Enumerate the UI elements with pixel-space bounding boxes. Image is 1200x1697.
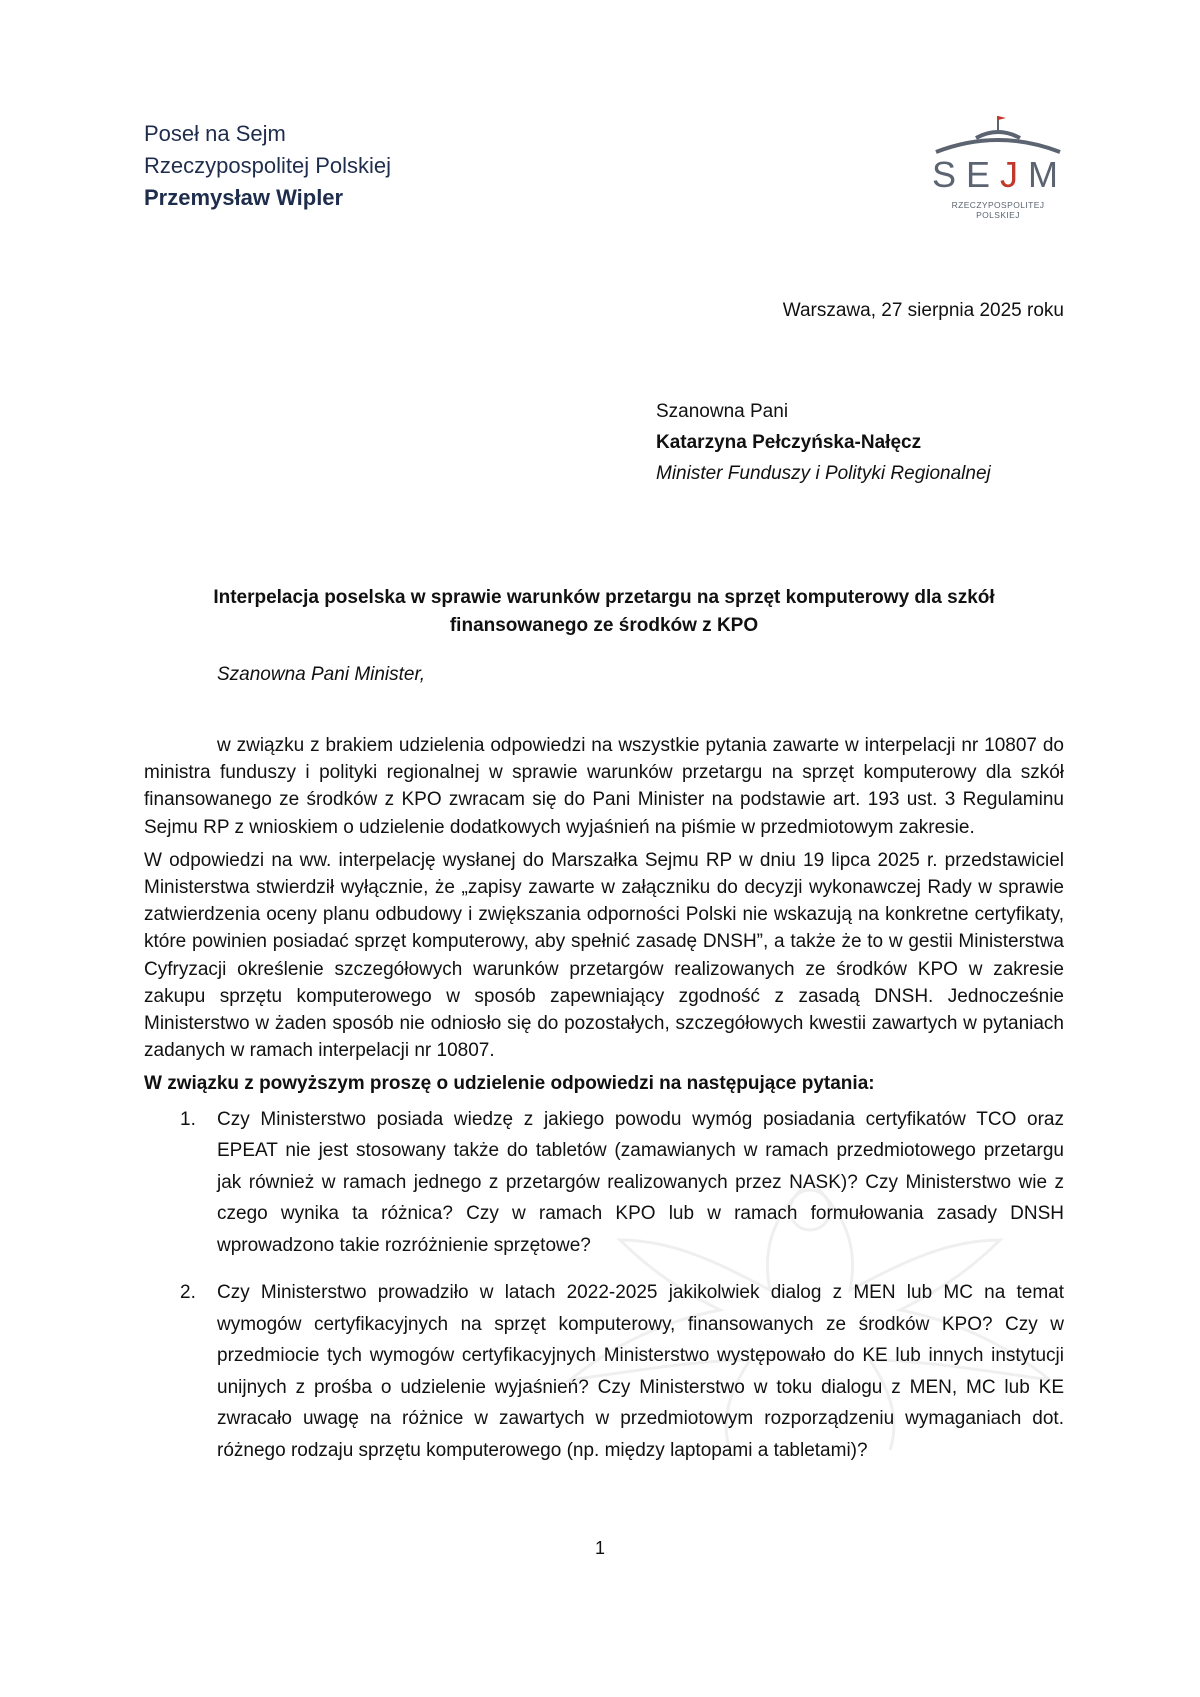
sender-name: Przemysław Wipler bbox=[144, 185, 344, 210]
question-number: 2. bbox=[180, 1282, 196, 1304]
sender-block bbox=[144, 118, 391, 214]
sejm-logo-subtitle: RZECZYPOSPOLITEJ POLSKIEJ bbox=[951, 200, 1045, 220]
questions-list bbox=[144, 1104, 1064, 1467]
sejm-logo bbox=[932, 112, 1069, 220]
paragraph-1: w związku z brakiem udzielenia odpowiedzi na wszystkie pytania zawarte w interpelacji nr 10807 do ministra funduszy i polityki regionalnej w sprawie warunków przetargu na sprzęt komputerowy dla szkół finansowanego ze środków z KPO zwracam się do Pani Minister na podstawie art. 193 ust. 3 Regulaminu Sejmu RP z wnioskiem o udzielenie dodatkowych wyjaśnień na piśmie w przedmiotowym zakresie. bbox=[144, 735, 1064, 838]
addressee-block bbox=[656, 396, 991, 489]
sejm-roof-icon bbox=[932, 112, 1064, 156]
paragraph-2: W odpowiedzi na ww. interpelację wysłanej do Marszałka Sejmu RP w dniu 19 lipca 2025 r. przedstawiciel Ministerstwa stwierdził wyłącznie, że „zapisy zawarte w załączniku do decyzji wykonawczej Rady w sprawie zatwierdzenia oceny planu odbudowy i zwiększania odporności Polski nie wskazują na konkretne certyfikaty, które powinien posiadać sprzęt komputerowy, aby spełnić zasadę DNSH”, a także że to w gestii Ministerstwa Cyfryzacji określenie szczegółowych warunków przetargów realizowanych ze środków KPO w zakresie zakupu sprzętu komputerowego w sposób zapewniający zgodność z zasadą DNSH. Jednocześnie Ministerstwo w żaden sposób nie odniosło się do pozostałych, szczegółowych kwestii zawartych w pytaniach zadanych w ramach interpelacji nr 10807. bbox=[144, 849, 1064, 1062]
question-number: 1. bbox=[180, 1108, 196, 1130]
salutation: Szanowna Pani Minister, bbox=[217, 664, 426, 685]
title-line-1: Interpelacja poselska w sprawie warunków przetargu na sprzęt komputerowy dla szkół bbox=[213, 587, 995, 608]
question-text: Czy Ministerstwo prowadziło w latach 2022-2025 jakikolwiek dialog z MEN lub MC na temat wymogów certyfikacyjnych na sprzęt komputerowy, finansowanych ze środków KPO? Czy w przedmiocie tych wymogów certyfikacyjnych Ministerstwo występowało do KE lub innych instytucji unijnych z prośba o udzielenie wyjaśnień? Czy Ministerstwo w toku dialogu z MEN, MC lub KE zwracało uwagę na różnice w zawartych w przedmiotowym rozporządzeniu wymaganiach dot. różnego rodzaju sprzętu komputerowego (np. między laptopami a tabletami)? bbox=[217, 1282, 1064, 1461]
question-text: Czy Ministerstwo posiada wiedzę z jakiego powodu wymóg posiadania certyfikatów TCO oraz EPEAT nie jest stosowany także do tabletów (zamawianych w ramach przedmiotowego przetargu jak również w ramach jednego z przetargów realizowanych przez NASK)? Czy Ministerstwo wie z czego wynika ta różnica? Czy w ramach KPO lub w ramach formułowania zasady DNSH wprowadzono takie rozróżnienie sprzętowe? bbox=[217, 1108, 1064, 1256]
sejm-wordmark: SEJM bbox=[932, 154, 1069, 195]
letter-title bbox=[144, 584, 1064, 640]
questions-lead: W związku z powyższym proszę o udzielenie odpowiedzi na następujące pytania: bbox=[144, 1073, 875, 1095]
question-item bbox=[144, 1277, 1064, 1466]
page-number: 1 bbox=[594, 1538, 605, 1558]
addressee-role: Minister Funduszy i Polityki Regionalnej bbox=[656, 463, 991, 484]
question-item bbox=[144, 1104, 1064, 1262]
sender-title: Poseł na Sejm bbox=[144, 121, 286, 146]
letter-body bbox=[144, 732, 1064, 1482]
title-line-2: finansowanego ze środków z KPO bbox=[449, 615, 759, 636]
letter-date: Warszawa, 27 sierpnia 2025 roku bbox=[782, 300, 1064, 321]
addressee-name: Katarzyna Pełczyńska-Nałęcz bbox=[656, 432, 922, 453]
addressee-greeting: Szanowna Pani bbox=[656, 401, 789, 422]
sender-country: Rzeczypospolitej Polskiej bbox=[144, 153, 391, 178]
